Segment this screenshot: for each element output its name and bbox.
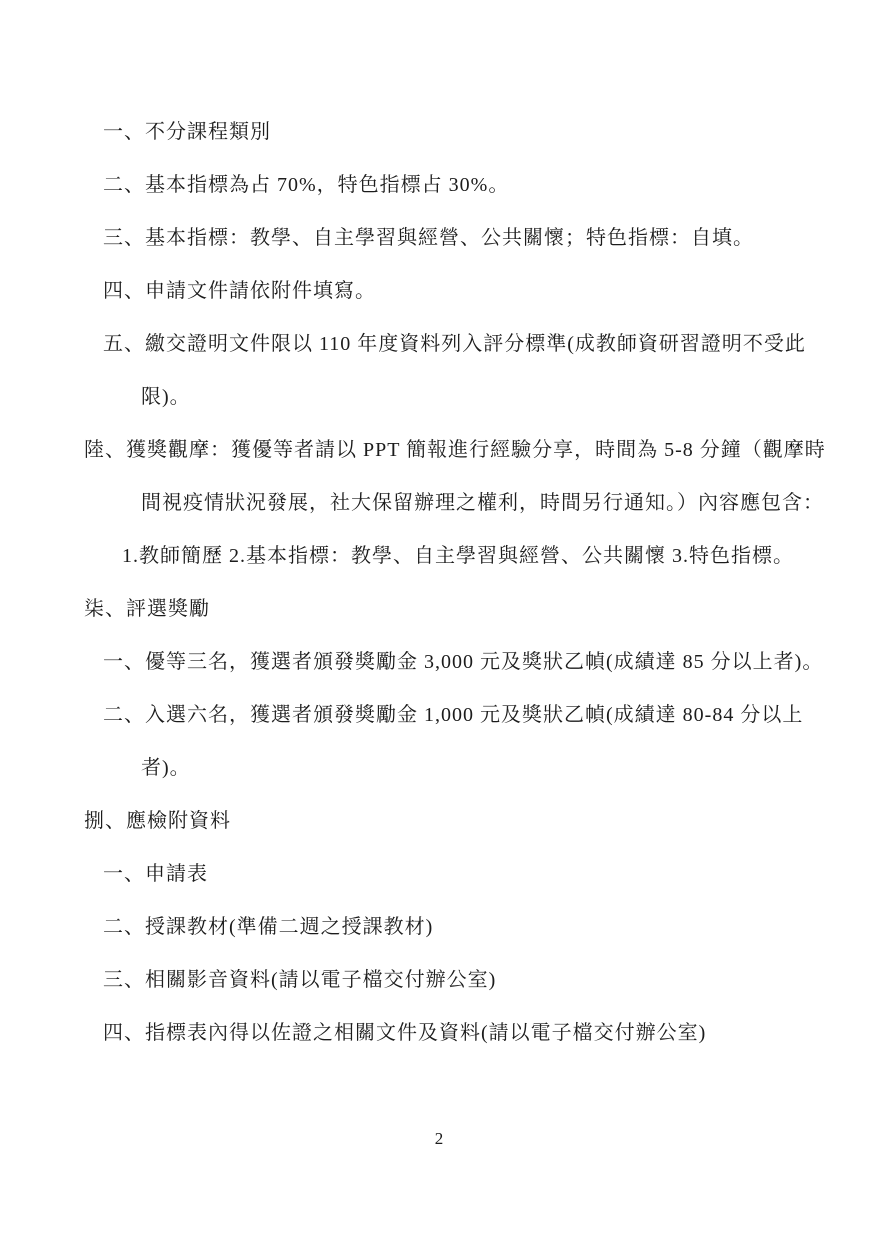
text-line: 捌、應檢附資料 — [84, 810, 231, 832]
text-line: 二、入選六名，獲選者頒發獎勵金 1,000 元及獎狀乙幀(成績達 80-84 分以上 — [103, 704, 804, 726]
text-line: 柒、評選獎勵 — [84, 598, 210, 620]
text-line: 陸、獲獎觀摩：獲優等者請以 PPT 簡報進行經驗分享，時間為 5-8 分鐘（觀摩時 — [84, 439, 826, 461]
text-line: 一、優等三名，獲選者頒發獎勵金 3,000 元及獎狀乙幀(成績達 85 分以上者)。 — [103, 651, 824, 673]
page-number: 2 — [434, 1129, 444, 1148]
text-line: 1.教師簡歷 2.基本指標：教學、自主學習與經營、公共關懷 3.特色指標。 — [122, 545, 794, 567]
document-body — [0, 106, 878, 1060]
text-line: 五、繳交證明文件限以 110 年度資料列入評分標準(成教師資研習證明不受此 — [103, 333, 806, 355]
text-line: 一、不分課程類別 — [103, 121, 271, 143]
text-line: 者)。 — [141, 757, 191, 779]
text-line: 一、申請表 — [103, 863, 208, 885]
text-line: 二、基本指標為占 70%，特色指標占 30%。 — [103, 174, 510, 196]
text-line: 三、基本指標：教學、自主學習與經營、公共關懷；特色指標：自填。 — [103, 227, 754, 249]
text-line: 四、指標表內得以佐證之相關文件及資料(請以電子檔交付辦公室) — [103, 1022, 707, 1044]
text-line: 三、相關影音資料(請以電子檔交付辦公室) — [103, 969, 497, 991]
text-line: 二、授課教材(準備二週之授課教材) — [103, 916, 434, 938]
text-line: 間視疫情狀況發展，社大保留辦理之權利，時間另行通知。）內容應包含： — [141, 492, 824, 514]
text-line: 四、申請文件請依附件填寫。 — [103, 280, 376, 302]
text-line: 限)。 — [141, 386, 191, 408]
